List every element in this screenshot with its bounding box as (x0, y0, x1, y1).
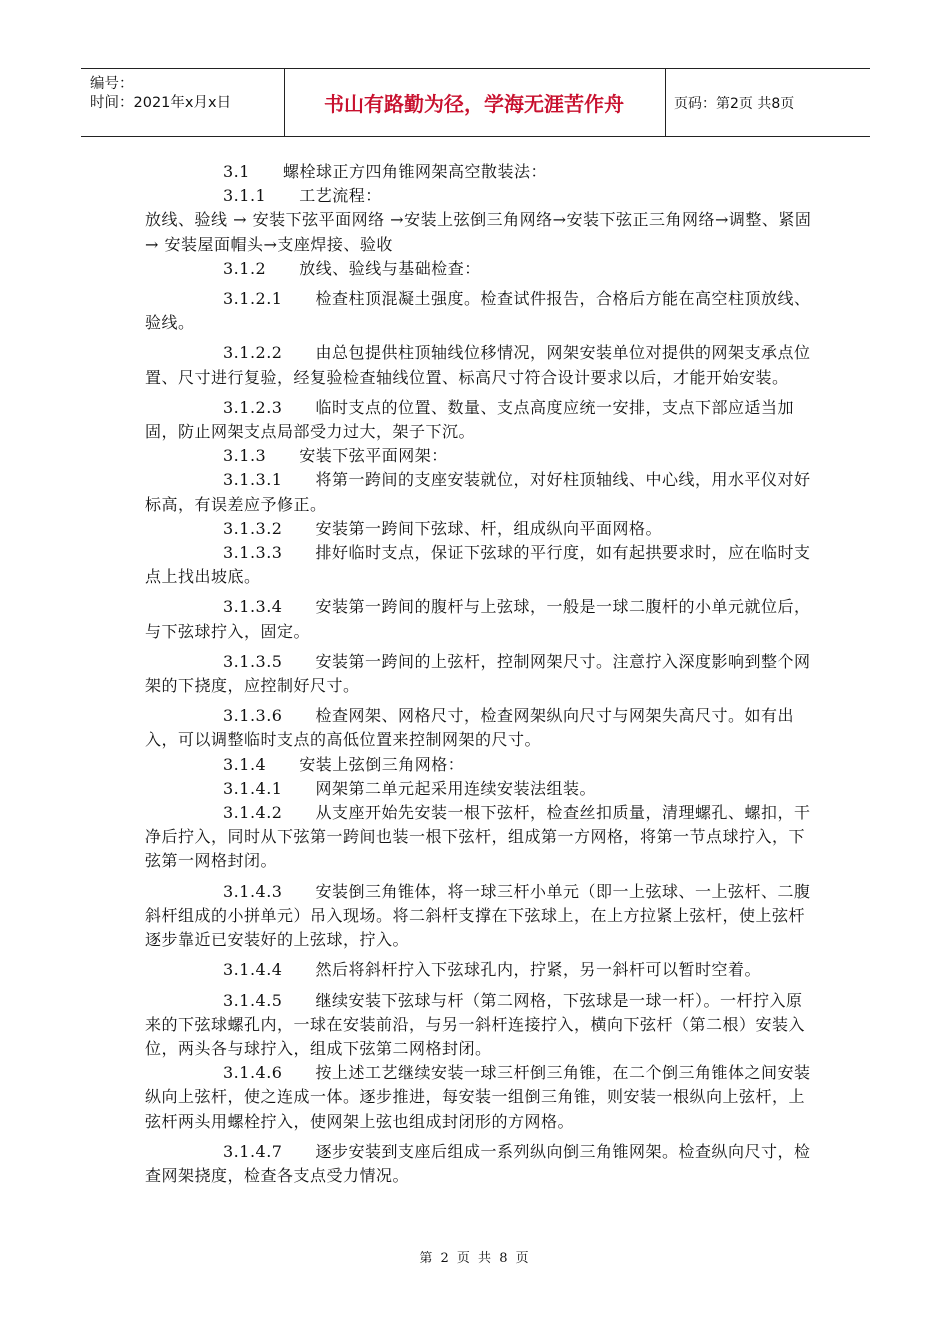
paragraph: 3.1.3.4 安装第一跨间的腹杆与上弦球，一般是一球二腹杆的小单元就位后，与下弦球拧入，固定。 (145, 597, 811, 641)
subsection-heading: 3.1.2 放线、验线与基础检查： (223, 258, 481, 278)
subsection-heading: 3.1.1 工艺流程： (223, 186, 382, 206)
paragraph: 3.1.3.5 安装第一跨间的上弦杆，控制网架尺寸。注意拧入深度影响到整个网架的下挠度，应控制好尺寸。 (145, 651, 811, 696)
header-meta (90, 75, 231, 113)
page-footer: 第 2 页 共 8 页 (419, 1251, 531, 1266)
subsection-heading: 3.1.3 安装下弦平面网架： (223, 446, 448, 466)
header-table (81, 68, 870, 137)
paragraph: 3.1.3.3 排好临时支点，保证下弦球的平行度，如有起拱要求时，应在临时支点上找出坡底。 (145, 543, 811, 587)
paragraph: 放线、验线 → 安装下弦平面网络 →安装上弦倒三角网络→安装下弦正三角网络→调整、紧固 → 安装屋面帽头→支座焊接、验收 (145, 210, 812, 254)
doc-date: 时间：2021年x月x日 (90, 95, 232, 111)
header-motto: 书山有路勤为径，学海无涯苦作舟 (324, 92, 624, 116)
paragraph: 3.1.4.5 继续安装下弦球与杆（第二网格，下弦球是一球一杆）。一杆拧入原来的下弦球螺孔内，一球在安装前沿，与另一斜杆连接拧入，横向下弦杆（第二根）安装入位，两头各与球拧入，组成下弦第二网格封闭。 (145, 990, 806, 1058)
paragraph: 3.1.3.1 将第一跨间的支座安装就位，对好柱顶轴线、中心线，用水平仪对好标高，有误差应予修正。 (145, 470, 811, 514)
header-page-info: 页码：第2页 共8页 (674, 95, 795, 112)
paragraph: 3.1.2.2 由总包提供柱顶轴线位移情况，网架安装单位对提供的网架支承点位置、尺寸进行复验，经复验检查轴线位置、标高尺寸符合设计要求以后，才能开始安装。 (145, 343, 811, 387)
paragraph: 3.1.4.4 然后将斜杆拧入下弦球孔内，拧紧，另一斜杆可以暂时空着。 (223, 960, 761, 980)
document-body (145, 160, 815, 1188)
paragraph: 3.1.4.7 逐步安装到支座后组成一系列纵向倒三角锥网架。检查纵向尺寸，检查网架挠度，检查各支点受力情况。 (145, 1141, 811, 1185)
paragraph: 3.1.3.2 安装第一跨间下弦球、杆，组成纵向平面网格。 (223, 518, 662, 538)
paragraph: 3.1.3.6 检查网架、网格尺寸，检查网架纵向尺寸与网架失高尺寸。如有出入，可以调整临时支点的高低位置来控制网架的尺寸。 (145, 706, 794, 750)
subsection-heading: 3.1.4 安装上弦倒三角网格： (223, 754, 465, 774)
paragraph: 3.1.2.1 检查柱顶混凝土强度。检查试件报告，合格后方能在高空柱顶放线、验线。 (145, 289, 811, 333)
doc-number-label: 编号： (90, 76, 134, 92)
paragraph: 3.1.4.1 网架第二单元起采用连续安装法组装。 (223, 778, 596, 798)
paragraph: 3.1.4.6 按上述工艺继续安装一球三杆倒三角锥，在二个倒三角锥体之间安装纵向上弦杆，使之连成一体。逐步推进，每安装一组倒三角锥，则安装一根纵向上弦杆，上弦杆两头用螺栓拧入，使网架上弦也组成封闭形的方网格。 (145, 1063, 811, 1131)
section-heading: 3.1 螺栓球正方四角锥网架高空散装法： (223, 162, 547, 181)
paragraph: 3.1.2.3 临时支点的位置、数量、支点高度应统一安排，支点下部应适当加固，防止网架支点局部受力过大，架子下沉。 (145, 397, 794, 442)
paragraph: 3.1.4.2 从支座开始先安装一根下弦杆，检查丝扣质量，清理螺孔、螺扣，干净后拧入，同时从下弦第一跨间也装一根下弦杆，组成第一方网格，将第一节点球拧入，下弦第一网格封闭。 (145, 803, 811, 871)
paragraph: 3.1.4.3 安装倒三角锥体，将一球三杆小单元（即一上弦球、一上弦杆、二腹斜杆组成的小拼单元）吊入现场。将二斜杆支撑在下弦球上，在上方拉紧上弦杆，使上弦杆逐步靠近已安装好的上弦球，拧入。 (145, 881, 811, 950)
